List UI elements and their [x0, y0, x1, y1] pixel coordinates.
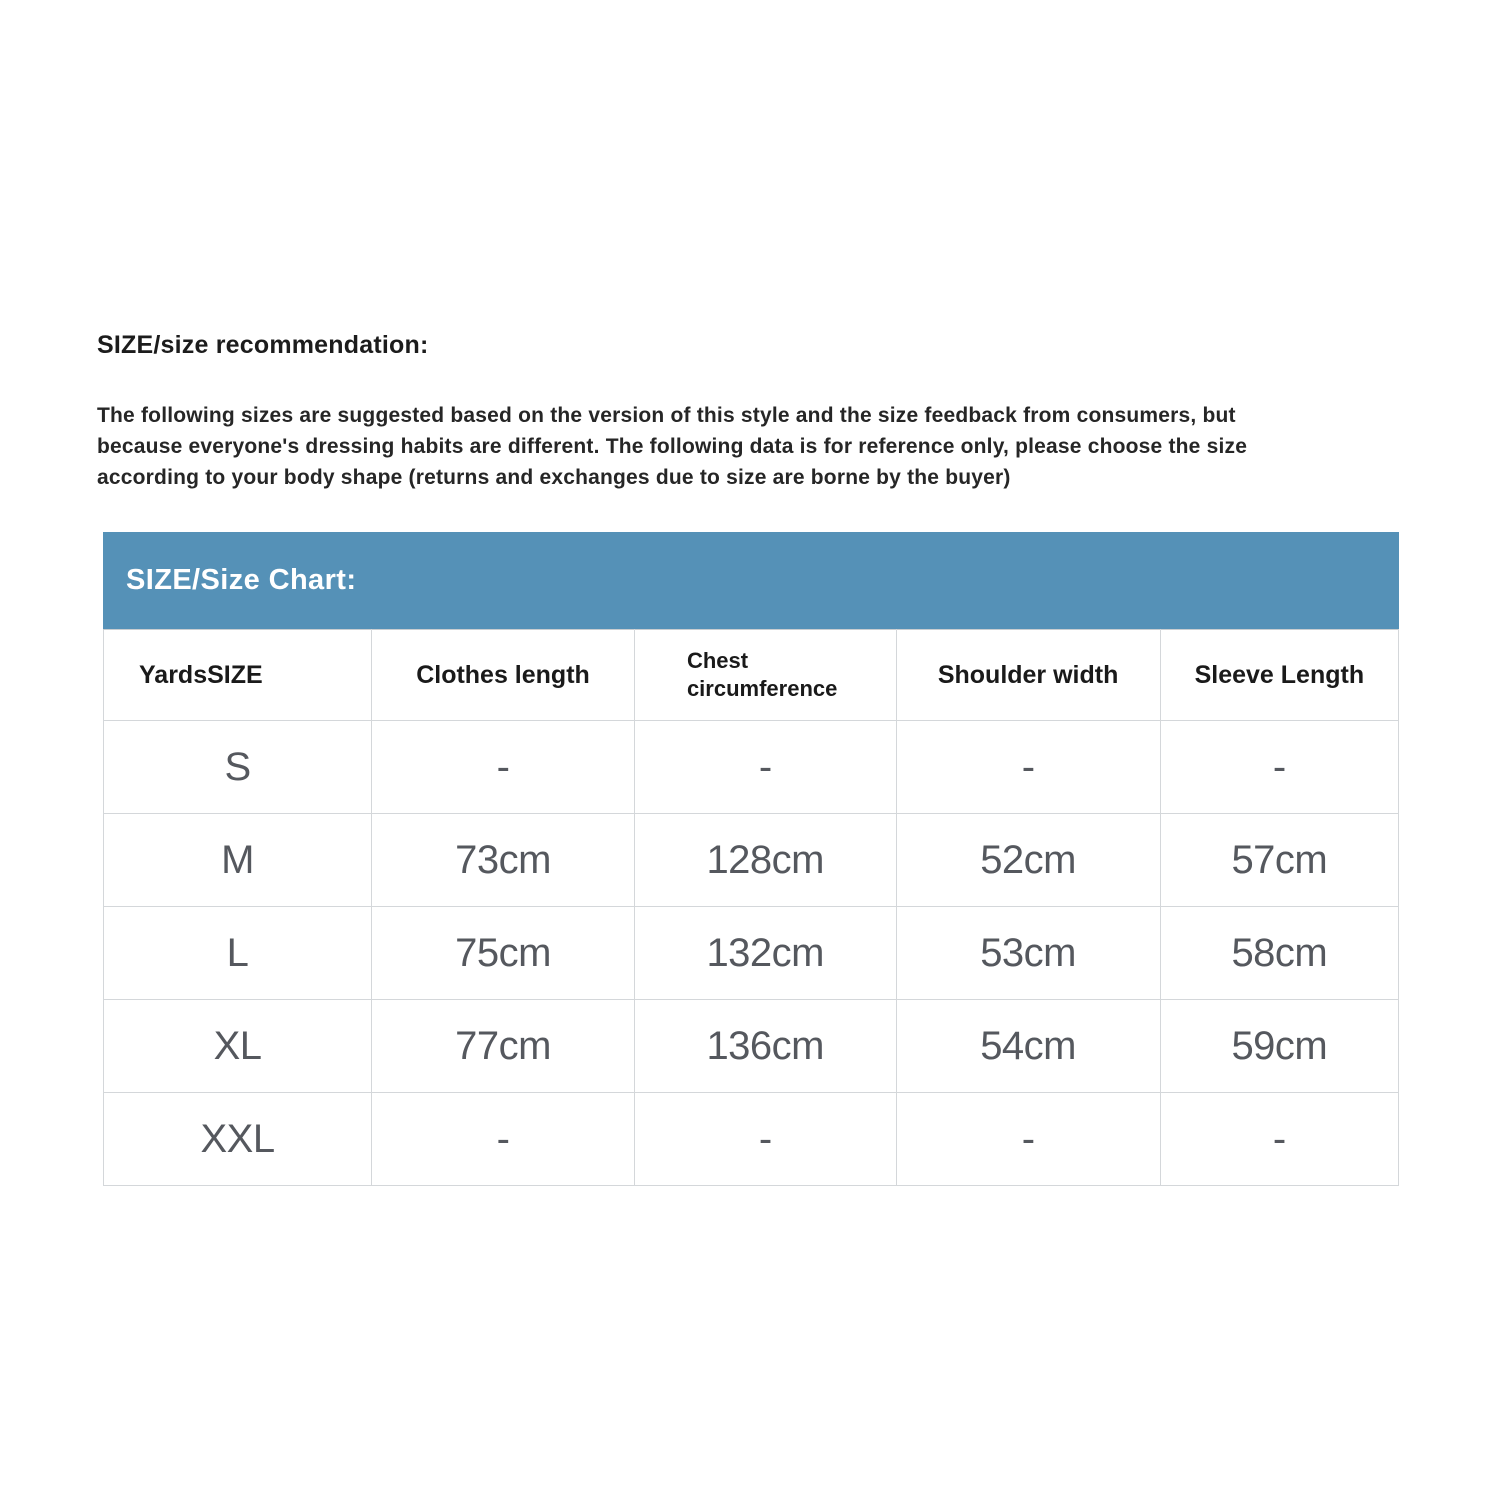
- shoulder-width-cell: -: [896, 721, 1160, 814]
- recommendation-line-3: according to your body shape (returns and exchanges due to size are borne by the buyer): [97, 466, 1011, 489]
- column-header-chest-circumference: [634, 630, 896, 721]
- size-recommendation-heading: SIZE/size recommendation:: [97, 331, 429, 359]
- size-chart-title-bar: [103, 532, 1399, 629]
- chest-circumference-cell: 128cm: [634, 814, 896, 907]
- table-row-m: [104, 814, 1399, 907]
- sleeve-length-cell: -: [1160, 1093, 1398, 1186]
- size-cell: M: [104, 814, 372, 907]
- sleeve-length-cell: 59cm: [1160, 1000, 1398, 1093]
- clothes-length-cell: 73cm: [372, 814, 635, 907]
- sleeve-length-cell: 57cm: [1160, 814, 1398, 907]
- table-row-xl: [104, 1000, 1399, 1093]
- chest-circumference-label: Chest circumference: [686, 648, 838, 701]
- table-row-l: [104, 907, 1399, 1000]
- sleeve-length-cell: 58cm: [1160, 907, 1398, 1000]
- size-chart-table: [103, 629, 1399, 1186]
- chest-circumference-cell: 132cm: [634, 907, 896, 1000]
- shoulder-width-cell: -: [896, 1093, 1160, 1186]
- size-recommendation-paragraph: [97, 400, 1367, 493]
- size-cell: S: [104, 721, 372, 814]
- column-header-clothes-length: Clothes length: [372, 630, 635, 721]
- sleeve-length-cell: -: [1160, 721, 1398, 814]
- table-header-row: [104, 630, 1399, 721]
- table-row-s: [104, 721, 1399, 814]
- size-chart: [103, 532, 1399, 1186]
- size-cell: XXL: [104, 1093, 372, 1186]
- shoulder-width-cell: 52cm: [896, 814, 1160, 907]
- table-row-xxl: [104, 1093, 1399, 1186]
- shoulder-width-cell: 54cm: [896, 1000, 1160, 1093]
- chest-circumference-cell: -: [634, 721, 896, 814]
- clothes-length-cell: 75cm: [372, 907, 635, 1000]
- clothes-length-cell: -: [372, 1093, 635, 1186]
- size-chart-title: SIZE/Size Chart:: [126, 564, 357, 596]
- column-header-sleeve-length: Sleeve Length: [1160, 630, 1398, 721]
- size-cell: L: [104, 907, 372, 1000]
- shoulder-width-cell: 53cm: [896, 907, 1160, 1000]
- clothes-length-cell: -: [372, 721, 635, 814]
- chest-circumference-cell: 136cm: [634, 1000, 896, 1093]
- clothes-length-cell: 77cm: [372, 1000, 635, 1093]
- recommendation-line-2: because everyone's dressing habits are different. The following data is for reference only, please choose the size: [97, 435, 1248, 458]
- recommendation-line-1: The following sizes are suggested based on the version of this style and the size feedback from consumers, but: [97, 404, 1236, 427]
- chest-circumference-cell: -: [634, 1093, 896, 1186]
- column-header-shoulder-width: Shoulder width: [896, 630, 1160, 721]
- column-header-yards-size: YardsSIZE: [104, 630, 372, 721]
- size-cell: XL: [104, 1000, 372, 1093]
